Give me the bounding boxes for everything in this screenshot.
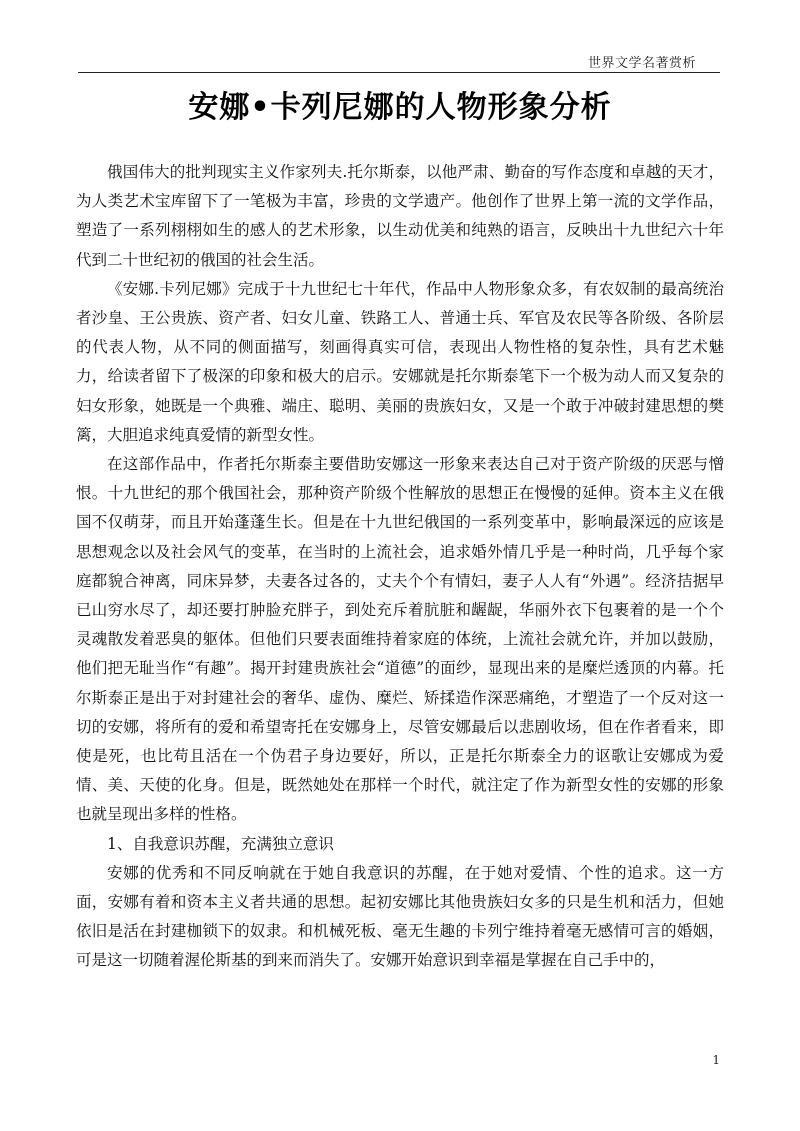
page-number: 1 xyxy=(712,1053,720,1067)
paragraph-3: 在这部作品中，作者托尔斯泰主要借助安娜这一形象来表达自己对于资产阶级的厌恶与憎恨。十九世纪的那个俄国社会，那种资产阶级个性解放的思想正在慢慢的延伸。资本主义在俄国不仅萌芽，而且开始蓬蓬生长。但是在十九世纪俄国的一系列变革中，影响最深远的应该是思想观念以及社会风气的变革，在当时的上流社会，追求婚外情几乎是一种时尚，几乎每个家庭都貌合神离，同床异梦，夫妻各过各的，丈夫个个有情妇，妻子人人有“外遇”。经济拮据早已山穷水尽了，却还要打肿脸充胖子，到处充斥着肮脏和龌龊，华丽外衣下包裹着的是一个个灵魂散发着恶臭的躯体。但他们只要表面维持着家庭的体统，上流社会就允许，并加以鼓励，他们把无耻当作“有趣”。揭开封建贵族社会“道德”的面纱，显现出来的是糜烂透顶的内幕。托尔斯泰正是出于对封建社会的奢华、虚伪、糜烂、矫揉造作深恶痛绝，才塑造了一个反对这一切的安娜，将所有的爱和希望寄托在安娜身上，尽管安娜最后以悲剧收场，但在作者看来，即使是死，也比苟且活在一个伪君子身边要好，所以，正是托尔斯泰全力的讴歌让安娜成为爱情、美、天使的化身。但是，既然她处在那样一个时代，就注定了作为新型女性的安娜的形象也就呈现出多样的性格。 xyxy=(76,455,724,824)
header-divider xyxy=(78,72,720,73)
paragraph-4: 安娜的优秀和不同反响就在于她自我意识的苏醒，在于她对爱情、个性的追求。这一方面，安娜有着和资本主义者共通的思想。起初安娜比其他贵族妇女多的只是生机和活力，但她依旧是活在封建枷锁下的奴隶。和机械死板、毫无生趣的卡列宁维持着毫无感情可言的婚姻，可是这一切随着渥伦斯基的到来而消失了。安娜开始意识到幸福是掌握在自己手中的， xyxy=(76,863,724,970)
section-heading-1: 1、自我意识苏醒，充满独立意识 xyxy=(107,834,334,853)
running-header: 世界文学名著赏析 xyxy=(587,56,696,71)
document-body xyxy=(76,158,724,976)
paragraph-2: 《安娜.卡列尼娜》完成于十九世纪七十年代，作品中人物形象众多，有农奴制的最高统治者沙皇、王公贵族、资产者、妇女儿童、铁路工人、普通士兵、军官及农民等各阶级、各阶层的代表人物，从不同的侧面描写，刻画得真实可信，表现出人物性格的复杂性，具有艺术魅力，给读者留下了极深的印象和极大的启示。安娜就是托尔斯泰笔下一个极为动人而又复杂的妇女形象，她既是一个典雅、端庄、聪明、美丽的贵族妇女，又是一个敢于冲破封建思想的樊篱，大胆追求纯真爱情的新型女性。 xyxy=(76,279,724,444)
paragraph-1: 俄国伟大的批判现实主义作家列夫.托尔斯泰，以他严肃、勤奋的写作态度和卓越的天才，为人类艺术宝库留下了一笔极为丰富，珍贵的文学遗产。他创作了世界上第一流的文学作品，塑造了一系列栩栩如生的感人的艺术形象，以生动优美和纯熟的语言，反映出十九世纪六十年代到二十世纪初的俄国的社会生活。 xyxy=(76,163,724,269)
document-title: 安娜•卡列尼娜的人物形象分析 xyxy=(188,90,612,125)
